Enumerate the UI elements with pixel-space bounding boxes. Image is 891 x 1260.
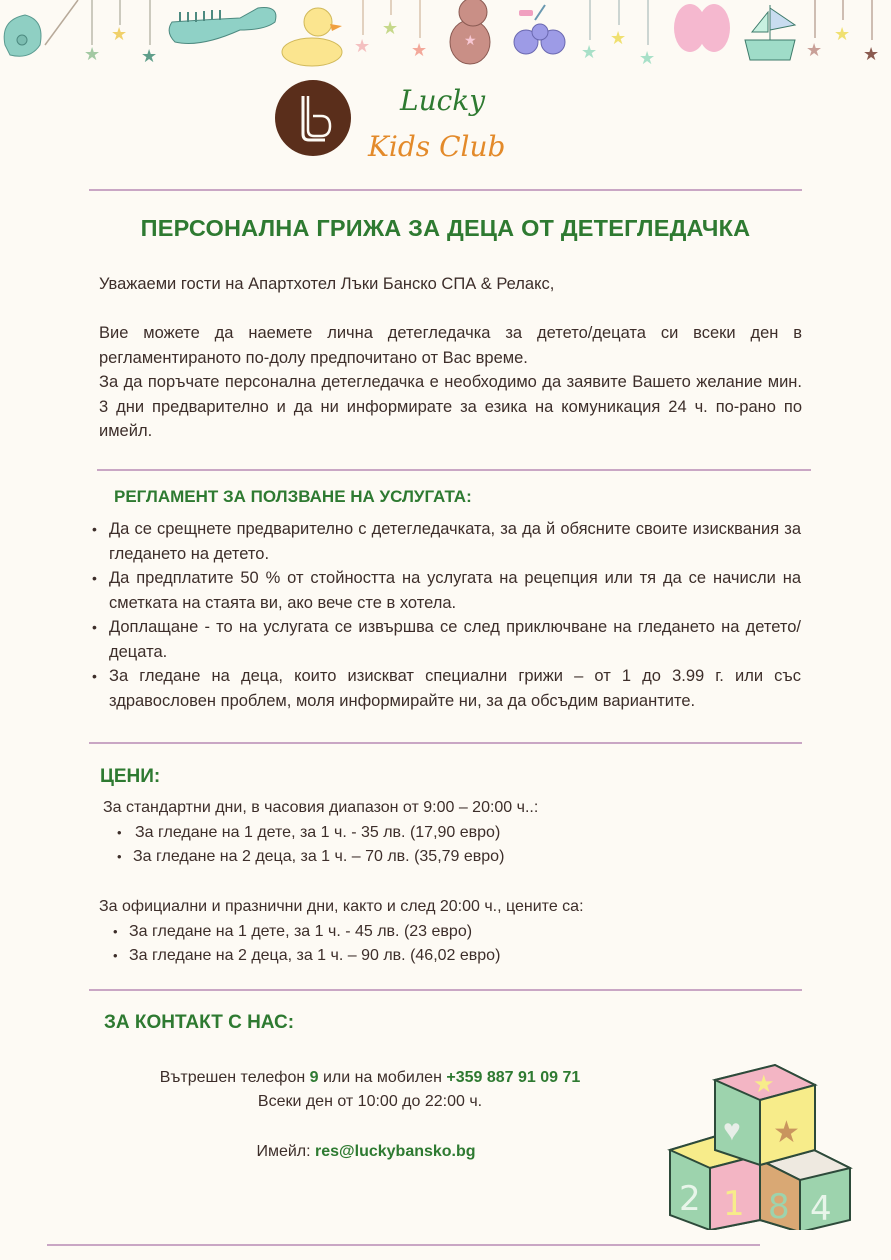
- svg-text:★: ★: [111, 24, 128, 44]
- svg-text:★: ★: [581, 42, 598, 62]
- logo-monogram: [275, 80, 351, 156]
- price-item: • За гледане на 2 деца, за 1 ч. – 90 лв. (46,02 евро): [99, 944, 779, 969]
- price-item: • За гледане на 1 дете, за 1 ч. - 35 лв. (17,90 евро): [103, 821, 783, 846]
- price-item: • За гледане на 2 деца, за 1 ч. – 70 лв. (35,79 евро): [103, 845, 783, 870]
- svg-text:♥: ♥: [723, 1114, 741, 1147]
- rules-list: [91, 517, 801, 713]
- divider: [89, 742, 802, 744]
- contact-email-line: [56, 1140, 676, 1165]
- comb-icon: [169, 8, 276, 44]
- star-mobile-icon: [806, 0, 879, 64]
- star-mobile-icon: [581, 0, 655, 68]
- email-label: Имейл:: [256, 1143, 315, 1160]
- safety-pin-icon: [4, 0, 78, 56]
- baby-feet-icon: [674, 4, 730, 52]
- lb-monogram-icon: [275, 80, 351, 156]
- standard-days-label: За стандартни дни, в часовия диапазон от 9:00 – 20:00 ч..:: [103, 799, 539, 816]
- greeting: Уважаеми гости на Апартхотел Лъки Банско СПА & Релакс,: [99, 275, 555, 293]
- rules-heading: РЕГЛАМЕНТ ЗА ПОЛЗВАНЕ НА УСЛУГАТА:: [114, 487, 472, 506]
- svg-text:2: 2: [679, 1179, 701, 1219]
- star-mobile-icon: [354, 0, 427, 60]
- phone-middle: или на мобилен: [318, 1069, 447, 1086]
- svg-text:1: 1: [723, 1184, 745, 1224]
- svg-text:★: ★: [382, 18, 399, 38]
- contact-phone-line: [60, 1066, 680, 1091]
- sailboat-icon: [745, 5, 795, 60]
- baby-items-illustration: [0, 0, 891, 70]
- contact-hours: Всеки ден от 10:00 до 22:00 ч.: [257, 1093, 483, 1110]
- prices-heading: ЦЕНИ:: [100, 766, 161, 787]
- intro-paragraph-2: За да поръчате персонална детегледачка е необходимо да заявите Вашето желание мин. 3 дни предварително и да ни информирате за езика на комуникация 24 ч. по-рано по имейл.: [99, 373, 802, 440]
- intro-paragraph-1: Вие можете да наемете лична детегледачка за детето/децата си всеки ден в регламентираното по-долу предпочитано от Вас време.: [99, 324, 802, 367]
- svg-text:★: ★: [411, 40, 428, 60]
- toy-blocks-icon: [665, 1060, 860, 1230]
- teddy-bear-icon: [450, 0, 490, 64]
- contact-heading: ЗА КОНТАКТ С НАС:: [104, 1012, 295, 1033]
- decorative-banner: [0, 0, 891, 70]
- divider: [47, 1244, 760, 1246]
- svg-text:★: ★: [753, 1071, 775, 1098]
- internal-phone[interactable]: 9: [309, 1069, 319, 1086]
- logo-text-lucky: Lucky: [400, 84, 486, 117]
- mobile-phone[interactable]: +359 887 91 09 71: [446, 1069, 581, 1086]
- divider: [89, 989, 802, 991]
- rule-item: • Да предплатите 50 % от стойността на услугата на рецепция или тя да се начисли на сметката на стаята ви, ако вече сте в хотела.: [91, 566, 801, 615]
- svg-text:4: 4: [810, 1189, 832, 1229]
- divider: [97, 469, 811, 471]
- svg-text:★: ★: [639, 48, 656, 68]
- svg-text:★: ★: [806, 40, 823, 60]
- svg-text:★: ★: [863, 44, 880, 64]
- divider: [89, 189, 802, 191]
- logo-text-kids-club: Kids Club: [368, 130, 506, 163]
- prices-holiday: [99, 895, 779, 969]
- price-item: • За гледане на 1 дете, за 1 ч. - 45 лв. (23 евро): [99, 920, 779, 945]
- svg-text:★: ★: [84, 44, 101, 64]
- svg-text:★: ★: [354, 36, 371, 56]
- holiday-days-label: За официални и празнични дни, както и след 20:00 ч., цените са:: [99, 898, 584, 915]
- rubber-duck-icon: [282, 8, 342, 66]
- prices-standard: [103, 796, 783, 870]
- svg-text:★: ★: [464, 32, 477, 48]
- phone-prefix: Вътрешен телефон: [159, 1069, 310, 1086]
- svg-text:8: 8: [768, 1187, 790, 1227]
- svg-text:★: ★: [141, 46, 158, 66]
- toy-blocks-illustration: [665, 1060, 860, 1230]
- page-title: ПЕРСОНАЛНА ГРИЖА ЗА ДЕЦА ОТ ДЕТЕГЛЕДАЧКА: [140, 215, 751, 241]
- star-mobile-icon: [84, 0, 157, 66]
- rule-item: • Доплащане - то на услугата се извършва се след приключване на гледането на детето/децата.: [91, 615, 801, 664]
- rule-item: • Да се срещнете предварително с детегледачката, за да й обясните своите изисквания за гледането на детето.: [91, 517, 801, 566]
- email-link[interactable]: res@luckybansko.bg: [315, 1143, 476, 1160]
- tricycle-icon: [514, 5, 565, 54]
- svg-text:★: ★: [610, 28, 627, 48]
- rule-item: • За гледане на деца, които изискват специални грижи – от 1 до 3.99 г. или със здравословен проблем, моля информирайте ни, за да обсъдим вариантите.: [91, 664, 801, 713]
- svg-text:★: ★: [834, 24, 851, 44]
- svg-text:★: ★: [773, 1116, 800, 1149]
